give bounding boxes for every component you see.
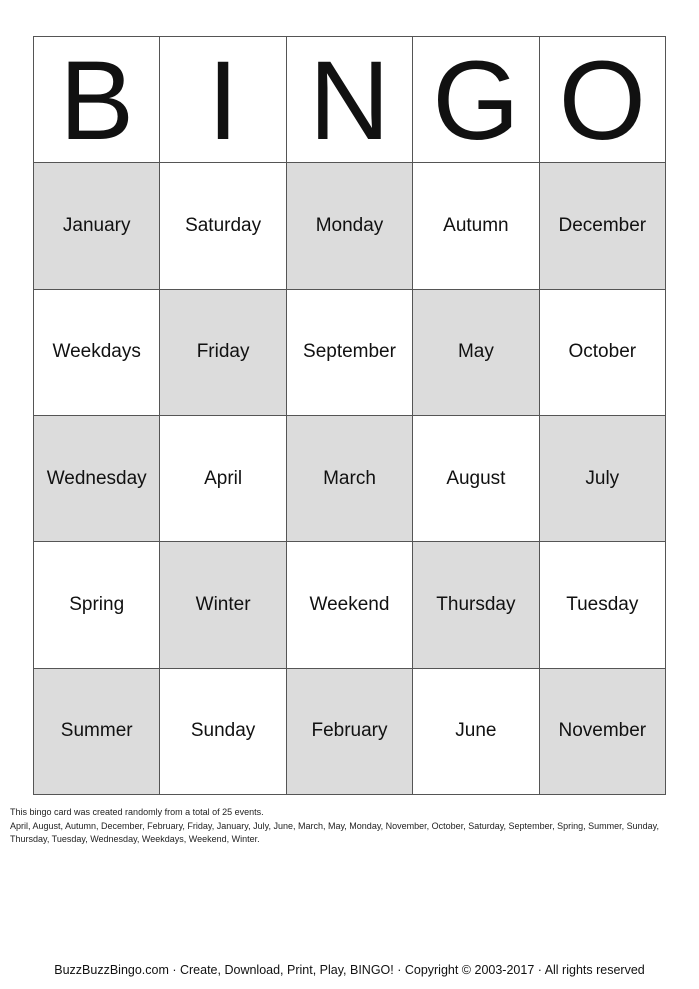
bingo-cell: Autumn bbox=[413, 163, 539, 289]
bingo-cell: June bbox=[413, 669, 539, 795]
bingo-cell: November bbox=[540, 669, 666, 795]
bingo-cell: Tuesday bbox=[540, 542, 666, 668]
bingo-card bbox=[33, 36, 666, 795]
bingo-cell: Sunday bbox=[160, 669, 286, 795]
bingo-cell: Summer bbox=[34, 669, 160, 795]
bingo-cell: February bbox=[287, 669, 413, 795]
bingo-cell: Spring bbox=[34, 542, 160, 668]
bingo-cell: July bbox=[540, 416, 666, 542]
bingo-cell: March bbox=[287, 416, 413, 542]
bingo-cell: Monday bbox=[287, 163, 413, 289]
bingo-cell: Winter bbox=[160, 542, 286, 668]
bingo-cell: Thursday bbox=[413, 542, 539, 668]
bingo-cell: December bbox=[540, 163, 666, 289]
header-i: I bbox=[160, 37, 286, 163]
bingo-cell: Saturday bbox=[160, 163, 286, 289]
card-info bbox=[10, 806, 670, 847]
bingo-cell: Weekend bbox=[287, 542, 413, 668]
bingo-cell: May bbox=[413, 290, 539, 416]
bingo-cell: September bbox=[287, 290, 413, 416]
header-b: B bbox=[34, 37, 160, 163]
bingo-cell: April bbox=[160, 416, 286, 542]
bingo-cell: Wednesday bbox=[34, 416, 160, 542]
bingo-cell: Weekdays bbox=[34, 290, 160, 416]
header-n: N bbox=[287, 37, 413, 163]
info-summary: This bingo card was created randomly from a total of 25 events. bbox=[10, 807, 264, 817]
bingo-cell: August bbox=[413, 416, 539, 542]
bingo-cell: January bbox=[34, 163, 160, 289]
bingo-cell: Friday bbox=[160, 290, 286, 416]
footer-copyright: BuzzBuzzBingo.com · Create, Download, Print, Play, BINGO! · Copyright © 2003-2017 · All rights reserved bbox=[54, 963, 645, 977]
header-o: O bbox=[540, 37, 666, 163]
bingo-cell: October bbox=[540, 290, 666, 416]
header-g: G bbox=[413, 37, 539, 163]
info-event-list: April, August, Autumn, December, February, Friday, January, July, June, March, May, Monday, November, October, Saturday, September, Spring, Summer, Sunday, Thursday, Tuesday, Wednesday, Weekdays, Weekend, Winter. bbox=[10, 820, 659, 844]
